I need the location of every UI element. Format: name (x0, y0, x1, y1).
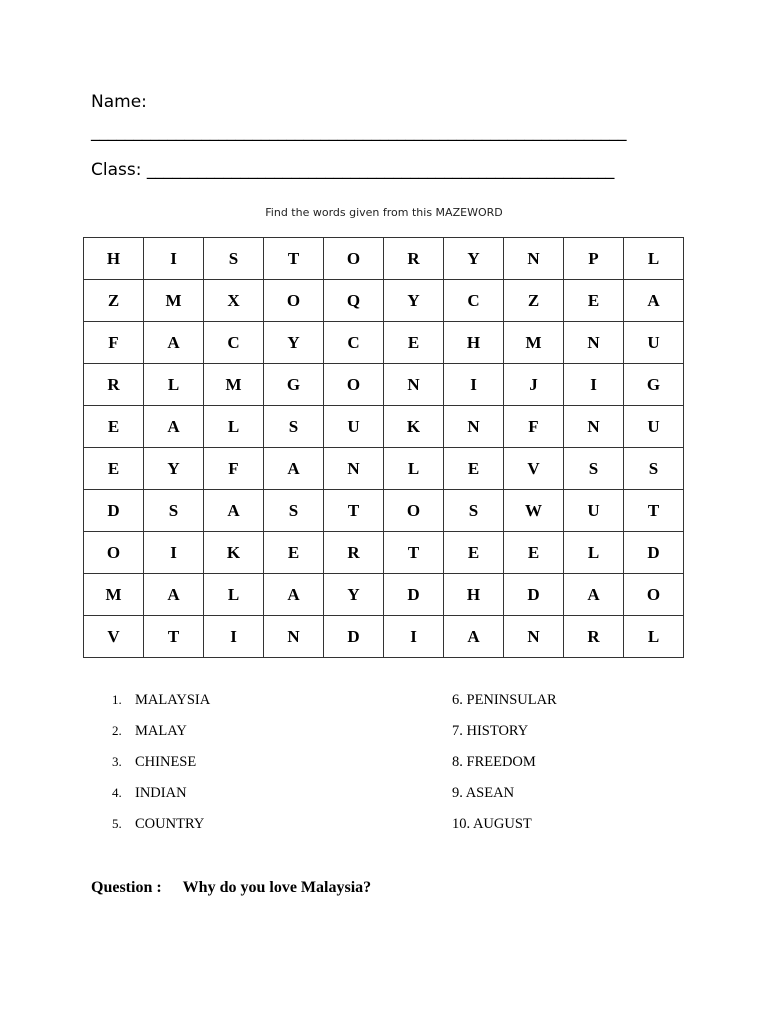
question-text: Why do you love Malaysia? (182, 879, 372, 896)
grid-cell[interactable]: A (264, 448, 324, 490)
grid-cell[interactable]: R (564, 616, 624, 658)
grid-cell[interactable]: V (504, 448, 564, 490)
grid-cell[interactable]: N (504, 238, 564, 280)
grid-cell[interactable]: A (204, 490, 264, 532)
word-list-right (452, 688, 557, 843)
grid-cell[interactable]: S (564, 448, 624, 490)
word-list-item: 10. AUGUST (452, 816, 532, 832)
grid-row (84, 616, 684, 658)
grid-row (84, 574, 684, 616)
grid-cell[interactable]: S (264, 406, 324, 448)
grid-cell[interactable]: E (564, 280, 624, 322)
grid-cell[interactable]: S (444, 490, 504, 532)
grid-cell[interactable]: U (564, 490, 624, 532)
instruction-text: Find the words given from this MAZEWORD (265, 206, 503, 219)
grid-cell[interactable]: F (204, 448, 264, 490)
grid-cell[interactable]: K (384, 406, 444, 448)
grid-cell[interactable]: S (204, 238, 264, 280)
grid-cell[interactable]: M (504, 322, 564, 364)
grid-cell[interactable]: N (504, 616, 564, 658)
grid-cell[interactable]: E (264, 532, 324, 574)
grid-cell[interactable]: S (264, 490, 324, 532)
grid-cell[interactable]: F (504, 406, 564, 448)
grid-cell[interactable]: A (264, 574, 324, 616)
grid-row (84, 532, 684, 574)
grid-cell[interactable]: M (204, 364, 264, 406)
grid-cell[interactable]: O (84, 532, 144, 574)
grid-cell[interactable]: C (444, 280, 504, 322)
grid-cell[interactable]: U (324, 406, 384, 448)
grid-cell[interactable]: T (324, 490, 384, 532)
grid-cell[interactable]: K (204, 532, 264, 574)
grid-cell[interactable]: A (144, 406, 204, 448)
grid-cell[interactable]: D (504, 574, 564, 616)
grid-cell[interactable]: C (324, 322, 384, 364)
grid-cell[interactable]: L (204, 406, 264, 448)
grid-cell[interactable]: M (144, 280, 204, 322)
grid-cell[interactable]: E (504, 532, 564, 574)
grid-cell[interactable]: E (84, 406, 144, 448)
grid-cell[interactable]: I (144, 532, 204, 574)
word-list-item: 4. INDIAN (112, 785, 187, 801)
grid-cell[interactable]: D (84, 490, 144, 532)
grid-cell[interactable]: X (204, 280, 264, 322)
grid-cell[interactable]: Y (264, 322, 324, 364)
grid-cell[interactable]: F (84, 322, 144, 364)
grid-cell[interactable]: I (144, 238, 204, 280)
grid-cell[interactable]: N (444, 406, 504, 448)
grid-cell[interactable]: N (564, 406, 624, 448)
grid-cell[interactable]: E (84, 448, 144, 490)
grid-cell[interactable]: Y (324, 574, 384, 616)
grid-row (84, 406, 684, 448)
grid-row (84, 280, 684, 322)
grid-cell[interactable]: J (504, 364, 564, 406)
grid-cell[interactable]: O (324, 364, 384, 406)
word-search-grid (83, 237, 684, 658)
grid-cell[interactable]: I (564, 364, 624, 406)
grid-cell[interactable]: L (144, 364, 204, 406)
grid-cell[interactable]: U (624, 322, 684, 364)
grid-cell[interactable]: E (444, 532, 504, 574)
grid-cell[interactable]: L (624, 238, 684, 280)
grid-cell[interactable]: N (324, 448, 384, 490)
grid-row (84, 322, 684, 364)
name-answer-line[interactable]: _______________________________________________________________ (91, 122, 627, 142)
grid-cell[interactable]: E (444, 448, 504, 490)
grid-cell[interactable]: A (144, 574, 204, 616)
class-answer-line[interactable]: _______________________________________________________ (146, 160, 615, 180)
question-label: Question : (91, 879, 162, 896)
grid-cell[interactable]: D (624, 532, 684, 574)
grid-cell[interactable]: P (564, 238, 624, 280)
grid-cell[interactable]: T (144, 616, 204, 658)
grid-cell[interactable]: G (624, 364, 684, 406)
grid-cell[interactable]: G (264, 364, 324, 406)
grid-cell[interactable]: T (624, 490, 684, 532)
grid-row (84, 364, 684, 406)
grid-cell[interactable]: Y (384, 280, 444, 322)
word-list-left (112, 688, 210, 843)
word-list-item: 9. ASEAN (452, 785, 515, 801)
grid-cell[interactable]: L (564, 532, 624, 574)
word-list-item: 6. PENINSULAR (452, 692, 557, 708)
grid-cell[interactable]: Y (144, 448, 204, 490)
grid-cell[interactable]: A (624, 280, 684, 322)
grid-cell[interactable]: O (264, 280, 324, 322)
grid-cell[interactable]: H (444, 322, 504, 364)
grid-cell[interactable]: A (144, 322, 204, 364)
grid-cell[interactable]: I (444, 364, 504, 406)
name-label: Name: (91, 92, 147, 112)
grid-cell[interactable]: O (324, 238, 384, 280)
grid-cell[interactable]: L (384, 448, 444, 490)
grid-cell[interactable]: S (624, 448, 684, 490)
grid-cell[interactable]: T (384, 532, 444, 574)
grid-cell[interactable]: U (624, 406, 684, 448)
grid-cell[interactable]: L (204, 574, 264, 616)
grid-cell[interactable]: L (624, 616, 684, 658)
grid-cell[interactable]: D (324, 616, 384, 658)
grid-cell[interactable]: R (84, 364, 144, 406)
grid-cell[interactable]: W (504, 490, 564, 532)
grid-cell[interactable]: M (84, 574, 144, 616)
grid-cell[interactable]: V (84, 616, 144, 658)
grid-cell[interactable]: N (384, 364, 444, 406)
grid-cell[interactable]: A (564, 574, 624, 616)
word-list-item: 8. FREEDOM (452, 754, 536, 770)
grid-row (84, 448, 684, 490)
word-list-item: 2. MALAY (112, 723, 187, 739)
grid-cell[interactable]: H (84, 238, 144, 280)
grid-cell[interactable]: Y (444, 238, 504, 280)
word-list-item: 5. COUNTRY (112, 816, 205, 832)
grid-cell[interactable]: A (444, 616, 504, 658)
grid-row (84, 490, 684, 532)
grid-cell[interactable]: D (384, 574, 444, 616)
grid-cell[interactable]: I (204, 616, 264, 658)
grid-cell[interactable]: N (564, 322, 624, 364)
word-list-item: 3. CHINESE (112, 754, 197, 770)
grid-cell[interactable]: R (324, 532, 384, 574)
class-label: Class: (91, 160, 142, 180)
grid-cell[interactable]: N (264, 616, 324, 658)
grid-cell[interactable]: Z (504, 280, 564, 322)
grid-cell[interactable]: S (144, 490, 204, 532)
grid-cell[interactable]: Z (84, 280, 144, 322)
grid-cell[interactable]: E (384, 322, 444, 364)
class-row (91, 159, 614, 181)
grid-cell[interactable]: T (264, 238, 324, 280)
grid-cell[interactable]: I (384, 616, 444, 658)
word-list-item: 1. MALAYSIA (112, 692, 211, 708)
grid-cell[interactable]: Q (324, 280, 384, 322)
grid-row (84, 238, 684, 280)
question (91, 879, 371, 897)
grid-cell[interactable]: R (384, 238, 444, 280)
word-list-item: 7. HISTORY (452, 723, 529, 739)
grid-cell[interactable]: O (384, 490, 444, 532)
grid-cell[interactable]: O (624, 574, 684, 616)
grid-cell[interactable]: C (204, 322, 264, 364)
grid-cell[interactable]: H (444, 574, 504, 616)
